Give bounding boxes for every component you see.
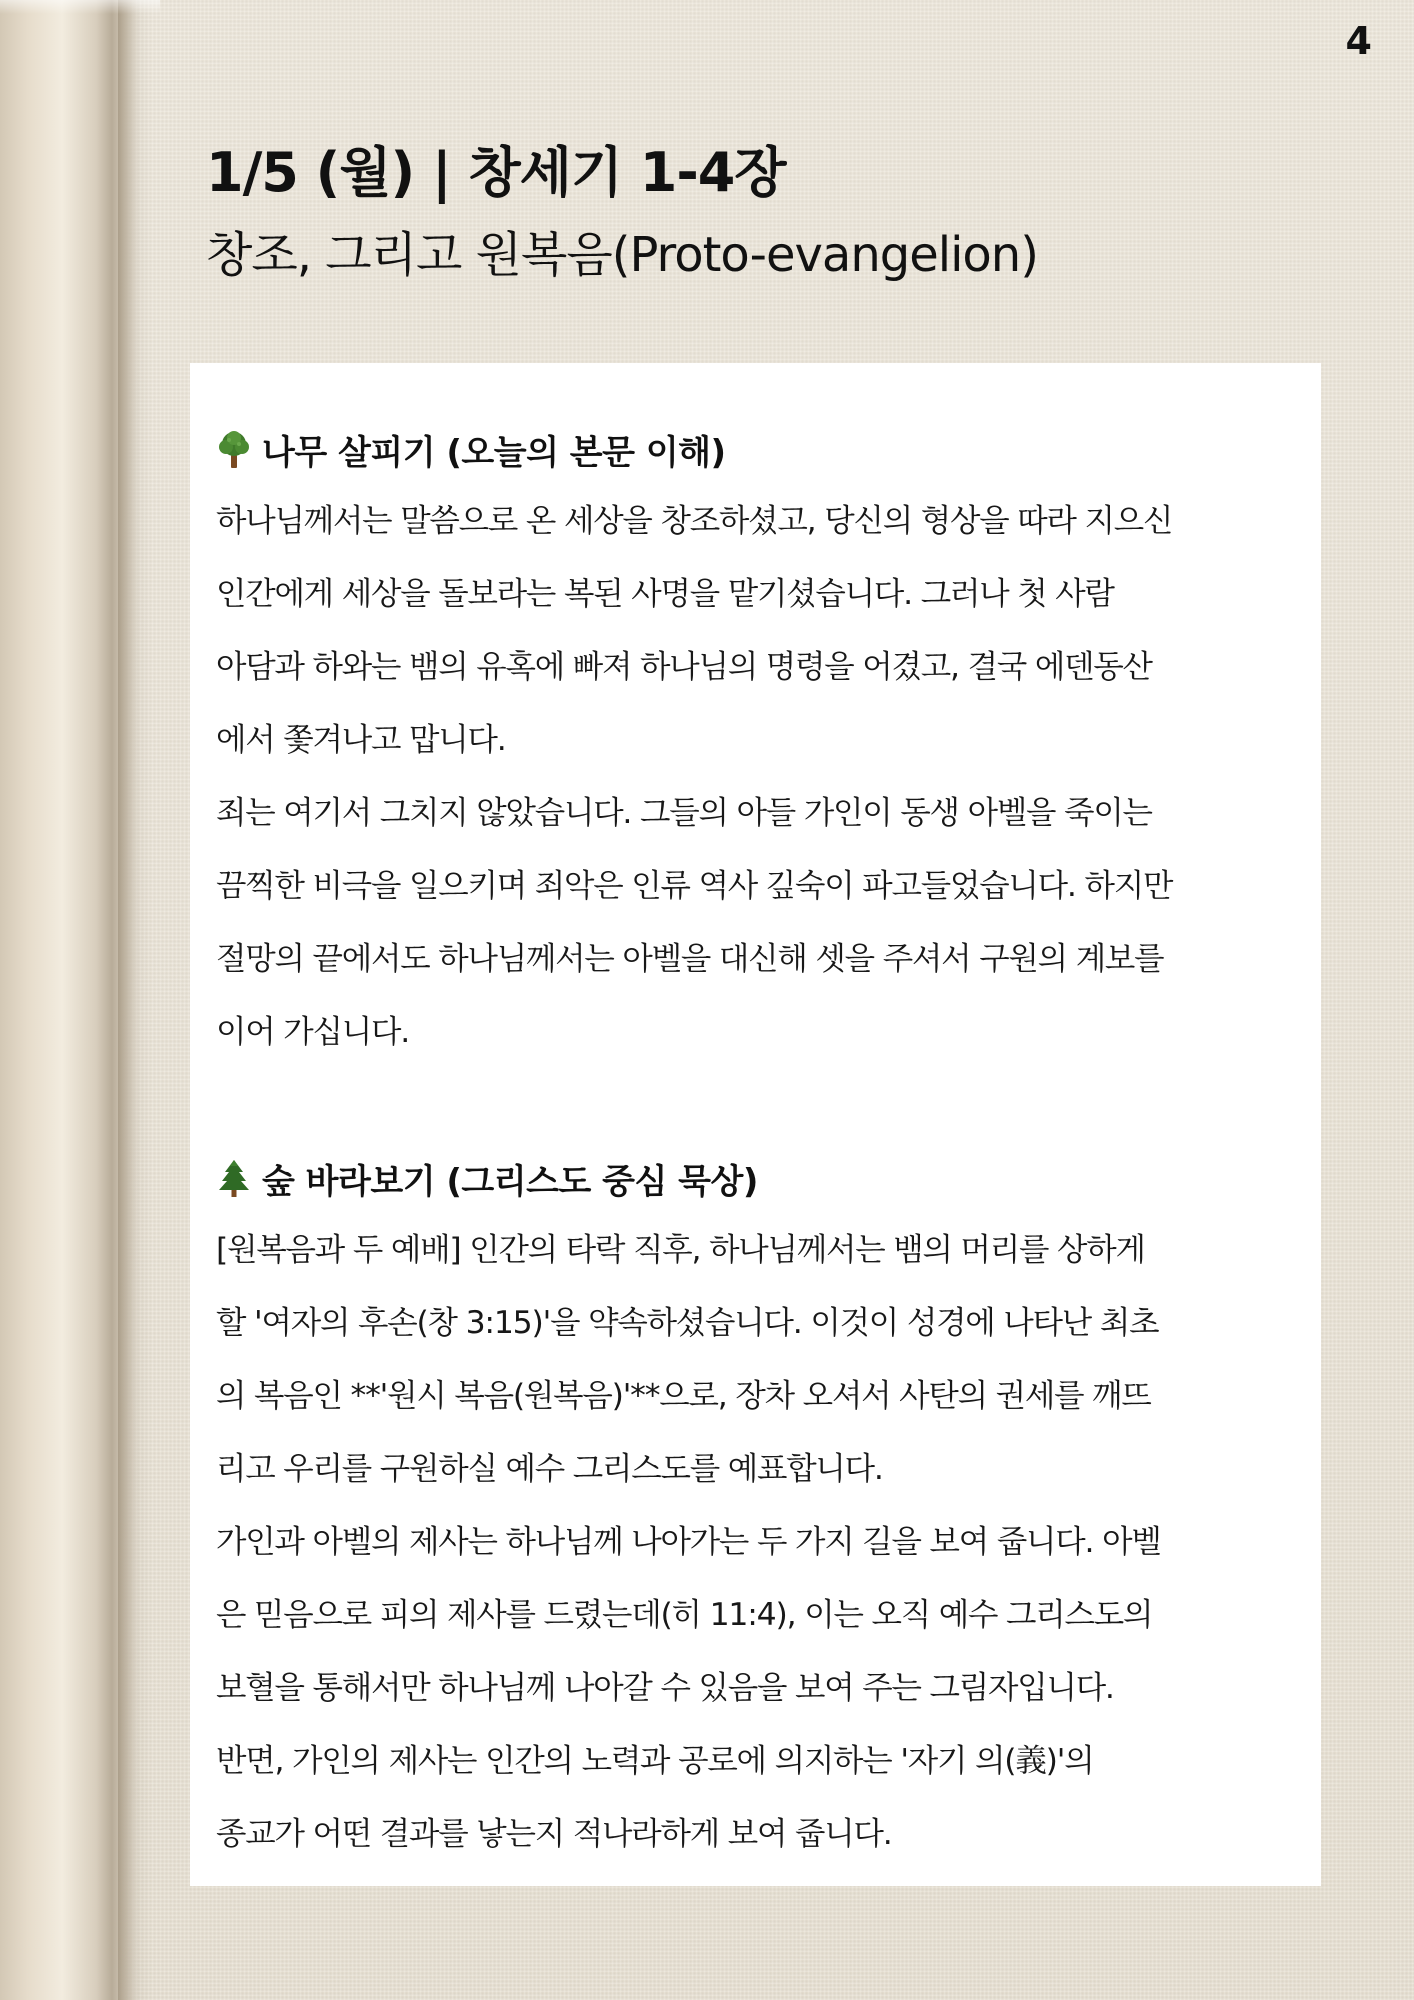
section-heading-text: 나무 살피기 (오늘의 본문 이해) — [262, 432, 726, 473]
section-tree-study — [216, 413, 1297, 1069]
body-line: 리고 우리를 구원하실 예수 그리스도를 예표합니다. — [216, 1451, 883, 1487]
body-line: 에서 쫓겨나고 맙니다. — [216, 722, 506, 758]
body-line: 절망의 끝에서도 하나님께서는 아벨을 대신해 셋을 주셔서 구원의 계보를 — [216, 941, 1164, 977]
section-heading — [216, 1142, 1297, 1214]
body-line: 의 복음인 **'원시 복음(원복음)'**으로, 장차 오셔서 사탄의 권세를 깨뜨 — [216, 1378, 1151, 1414]
page-title: 1/5 (월) | 창세기 1-4장 — [206, 141, 786, 204]
section-spacer — [216, 1069, 1297, 1142]
deciduous-tree-icon — [216, 429, 252, 469]
body-line: 인간에게 세상을 돌보라는 복된 사명을 맡기셨습니다. 그러나 첫 사람 — [216, 576, 1114, 612]
body-line: 죄는 여기서 그치지 않았습니다. 그들의 아들 가인이 동생 아벨을 죽이는 — [216, 795, 1152, 831]
content-card — [190, 363, 1321, 1886]
section-body — [216, 1214, 1297, 1871]
page-number: 4 — [1345, 19, 1372, 63]
section-heading — [216, 413, 1297, 485]
body-line: 가인과 아벨의 제사는 하나님께 나아가는 두 가지 길을 보여 줍니다. 아벨 — [216, 1524, 1161, 1560]
body-line: 보혈을 통해서만 하나님께 나아갈 수 있음을 보여 주는 그림자입니다. — [216, 1670, 1114, 1706]
body-line: 끔찍한 비극을 일으키며 죄악은 인류 역사 깊숙이 파고들었습니다. 하지만 — [216, 868, 1173, 904]
section-forest-meditation — [216, 1142, 1297, 1871]
body-line: 하나님께서는 말씀으로 온 세상을 창조하셨고, 당신의 형상을 따라 지으신 — [216, 503, 1173, 539]
body-line: [원복음과 두 예배] 인간의 타락 직후, 하나님께서는 뱀의 머리를 상하게 — [216, 1232, 1145, 1268]
section-body — [216, 485, 1297, 1069]
spine-shadow — [118, 0, 152, 2000]
section-heading-text: 숲 바라보기 (그리스도 중심 묵상) — [262, 1161, 758, 1202]
page-subtitle: 창조, 그리고 원복음(Proto-evangelion) — [206, 227, 1038, 283]
evergreen-tree-icon — [216, 1158, 252, 1198]
body-line: 할 '여자의 후손(창 3:15)'을 약속하셨습니다. 이것이 성경에 나타난 최초 — [216, 1305, 1159, 1341]
body-line: 반면, 가인의 제사는 인간의 노력과 공로에 의지하는 '자기 의(義)'의 — [216, 1743, 1094, 1779]
page-curl-highlight — [0, 0, 160, 14]
body-line: 아담과 하와는 뱀의 유혹에 빠져 하나님의 명령을 어겼고, 결국 에덴동산 — [216, 649, 1152, 685]
body-line: 종교가 어떤 결과를 낳는지 적나라하게 보여 줍니다. — [216, 1816, 892, 1852]
body-line: 이어 가십니다. — [216, 1014, 410, 1050]
body-line: 은 믿음으로 피의 제사를 드렸는데(히 11:4), 이는 오직 예수 그리스도의 — [216, 1597, 1153, 1633]
